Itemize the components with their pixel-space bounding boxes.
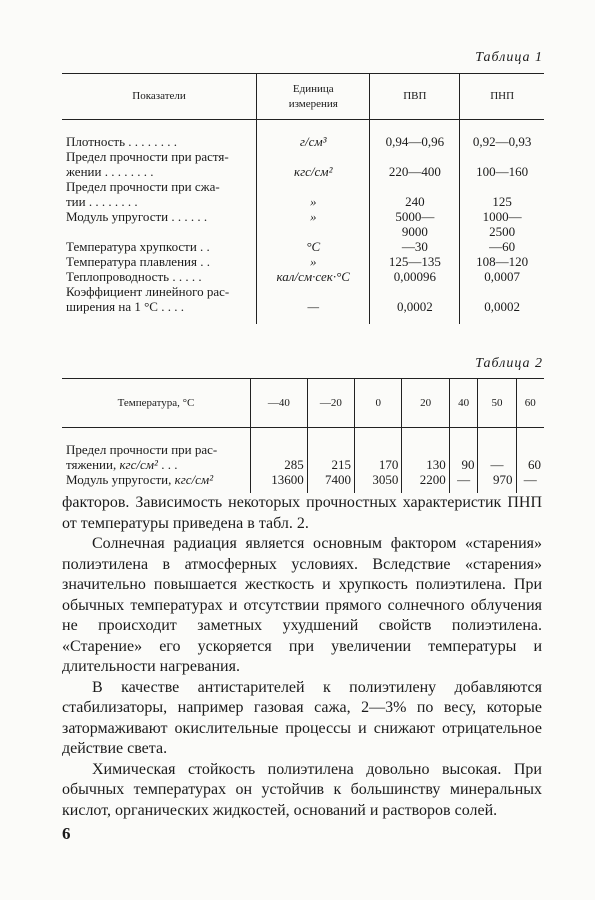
cell-pvp: 240 <box>370 179 460 209</box>
cell-pvp: 0,0002 <box>370 284 460 324</box>
header-temperature: Температура, °C <box>62 379 251 428</box>
cell-name: Температура плавления . . <box>66 254 210 269</box>
cell-unit: — <box>257 284 370 324</box>
header-pvp: ПВП <box>370 74 460 120</box>
table1-caption: Таблица 1 <box>475 50 543 65</box>
cell-pnp: 0,0007 <box>460 269 544 284</box>
cell-unit: г/см³ <box>257 120 370 150</box>
paragraph: Химическая стойкость полиэтилена довольно высокая. При обычных температурах он устойчив к большинству минеральных кислот, органических жидкостей, оснований и растворов солей. <box>62 760 542 819</box>
cell-pvp: 0,00096 <box>370 269 460 284</box>
table-row <box>62 254 544 269</box>
table-row <box>62 179 544 209</box>
row-label-modulus: Модуль упругости, кгс/см² <box>66 472 214 487</box>
table-cell: — <box>478 428 516 473</box>
table-cell: 13600 <box>251 472 308 493</box>
cell-pnp: 0,92—0,93 <box>460 120 544 150</box>
cell-unit: кгс/см² <box>257 149 370 179</box>
table-cell: 170 <box>355 428 402 473</box>
paragraph: факторов. Зависимость некоторых прочностных характеристик ПНП от температуры приведена в табл. 2. <box>62 494 542 532</box>
table-row <box>62 428 544 473</box>
cell-name: Плотность . . . . . . . . <box>66 134 178 149</box>
header-temp: 0 <box>355 379 402 428</box>
table-properties <box>62 73 544 324</box>
table-temperature <box>62 378 544 493</box>
cell-pvp: 125—135 <box>370 254 460 269</box>
header-temp: 60 <box>516 379 544 428</box>
cell-name: Коэффициент линейного рас- ширения на 1 °C . . . . <box>66 284 230 314</box>
table-cell: 7400 <box>307 472 354 493</box>
page-number: 6 <box>62 824 71 843</box>
cell-unit: кал/см·сек·°C <box>257 269 370 284</box>
table-row <box>62 284 544 324</box>
cell-pnp: 100—160 <box>460 149 544 179</box>
header-pnp: ПНП <box>460 74 544 120</box>
table-cell: 90 <box>449 428 478 473</box>
cell-name: Температура хрупкости . . <box>66 239 210 254</box>
table-cell: — <box>516 472 544 493</box>
body-text <box>62 493 542 821</box>
header-indicators: Показатели <box>62 74 257 120</box>
cell-pvp: 0,94—0,96 <box>370 120 460 150</box>
table-cell: 970 <box>478 472 516 493</box>
cell-pvp: 220—400 <box>370 149 460 179</box>
table2-caption: Таблица 2 <box>475 356 543 371</box>
table-cell: 285 <box>251 428 308 473</box>
cell-pnp: —60 <box>460 239 544 254</box>
header-temp: 40 <box>449 379 478 428</box>
cell-unit: °C <box>257 239 370 254</box>
cell-name: Предел прочности при растя- жении . . . . . . . . <box>66 149 229 179</box>
table-cell: 2200 <box>402 472 449 493</box>
header-temp: 20 <box>402 379 449 428</box>
cell-pnp: 1000— 2500 <box>460 209 544 239</box>
header-temp: 50 <box>478 379 516 428</box>
table-cell: 60 <box>516 428 544 473</box>
cell-unit: » <box>257 209 370 239</box>
cell-pvp: —30 <box>370 239 460 254</box>
cell-unit: » <box>257 254 370 269</box>
table-row <box>62 209 544 239</box>
cell-name: Предел прочности при сжа- тии . . . . . . . . <box>66 179 220 209</box>
table-row <box>62 472 544 493</box>
table-cell: 3050 <box>355 472 402 493</box>
cell-name: Теплопроводность . . . . . <box>66 269 202 284</box>
cell-pnp: 125 <box>460 179 544 209</box>
table-cell: — <box>449 472 478 493</box>
table-row <box>62 269 544 284</box>
header-unit: Единица измерения <box>257 74 370 120</box>
table-row <box>62 239 544 254</box>
table-cell: 215 <box>307 428 354 473</box>
row-label-tensile: Предел прочности при рас- тяжении, кгс/см² . . . <box>66 442 218 472</box>
cell-unit: » <box>257 179 370 209</box>
paragraph: Солнечная радиация является основным фактором «старения» полиэтилена в атмосферных условиях. Вследствие «старения» значительно повышается жесткость и хрупкость полиэтилена. При обычных температурах и отсутствии прямого солнечного облучения не происходит заметных ухудшений свойств полиэтилена. «Старение» его ускоряется при увеличении температуры и длительности нагревания. <box>62 535 542 675</box>
table-cell: 130 <box>402 428 449 473</box>
cell-pnp: 108—120 <box>460 254 544 269</box>
cell-pnp: 0,0002 <box>460 284 544 324</box>
header-temp: —20 <box>307 379 354 428</box>
header-temp: —40 <box>251 379 308 428</box>
paragraph: В качестве антистарителей к полиэтилену добавляются стабилизаторы, например газовая сажа, 2—3% по весу, которые затормаживают окислительные процессы и снижают отрицательное действие света. <box>62 678 542 757</box>
cell-name: Модуль упругости . . . . . . <box>66 209 208 224</box>
table-row <box>62 120 544 150</box>
cell-pvp: 5000— 9000 <box>370 209 460 239</box>
table-row <box>62 149 544 179</box>
